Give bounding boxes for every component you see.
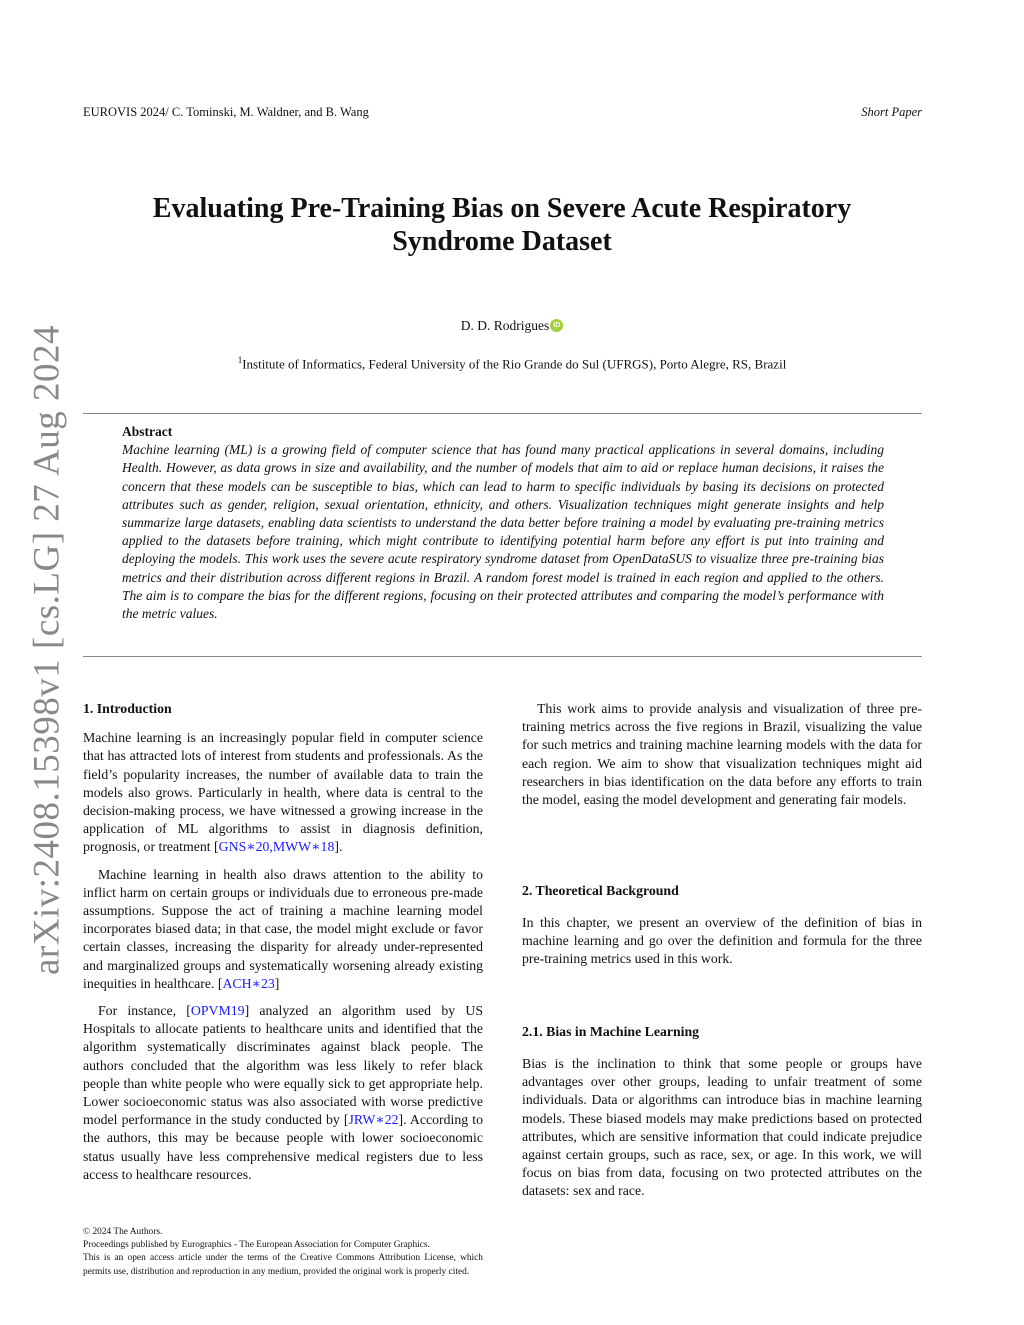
section-2-1-body [522, 1055, 922, 1210]
publisher-line: Proceedings published by Eurographics - The European Association for Computer Graphics. [83, 1240, 430, 1251]
intro-paragraph-3: For instance, [OPVM19] analyzed an algorithm used by US Hospitals to allocate patients to healthcare units and identified that the algorithm systematically discriminates against black people. The authors concluded that the algorithm was less likely to refer black people than white people who were equally sick to get appropriate help. Lower socioeconomic status was also associated with worse predictive model performance in the study conducted by [JRW∗22]. According to the authors, this may be because people with lower socioeconomic status usually have less comprehensive medical registers due to less access to healthcare resources. [83, 1003, 483, 1182]
intro-paragraph-1: Machine learning is an increasingly popular field in computer science that has attracted lots of interest from students and professionals. As the field’s popularity increases, the number of available data to train the models also grows. Particularly in health, where data is central to the decision-making process, we have witnessed a growing increase in the application of ML algorithms to assist in diagnosis definition, prognosis, or treatment [GNS∗20,MWW∗18]. [83, 730, 483, 855]
citation-link[interactable]: OPVM19 [190, 1003, 245, 1019]
arxiv-identifier: arXiv:2408.15398v1 [cs.LG] 27 Aug 2024 [26, 325, 68, 975]
bias-paragraph: Bias is the inclination to think that some people or groups have advantages over other groups, leading to unfair treatment of some individuals. Data or algorithms can introduce bias in machine learning models. These biased models may make predictions based on protected attributes, which are sensitive information that could indicate prejudice against certain groups, such as race, sex, or age. In this work, we will focus on bias from data, focusing on two protected attributes on the datasets: sex and race. [522, 1056, 922, 1199]
license-text: This is an open access article under the terms of the Creative Commons Attribution License, which permits use, distribution and reproduction in any medium, provided the original work is properly cited. [83, 1253, 483, 1277]
right-column [522, 700, 922, 818]
copyright-line: © 2024 The Authors. [83, 1227, 163, 1237]
section-1-heading: 1. Introduction [83, 701, 172, 716]
abstract-text: Machine learning (ML) is a growing field of computer science that has found many practical applications in several domains, including Health. However, as data grows in size and availability, and the number of models that aim to aid or replace human decisions, it raises the concern that these models can be susceptible to bias, which can lead to harm to specific individuals by basing its decisions on protected attributes such as gender, religion, sexual orientation, ethnicity, and others. Visualization techniques might generate insights and help summarize large datasets, enabling data scientists to understand the data better before training a model by evaluating pre-training metrics applied to the datasets before training, which might contribute to identifying potential harm before any effort is put into training and deploying the models. This work uses the severe acute respiratory syndrome dataset from OpenDataSUS to visualize three pre-training bias metrics and their distribution across different regions in Brazil. A random forest model is trained in each region and applied to the others. The aim is to compare the bias for the different regions, focusing on their protected attributes and comparing the model’s performance with the metric values. [122, 442, 884, 622]
citation-link[interactable]: ACH∗23 [222, 975, 275, 991]
affiliation-text: Institute of Informatics, Federal University of the Rio Grande do Sul (UFRGS), Porto Alegre, RS, Brazil [242, 356, 787, 372]
intro-paragraph-4: This work aims to provide analysis and visualization of three pre-training metrics across the five regions in Brazil, visualizing the value for such metrics and training machine learning models with the data for each region. We aim to show that visualization techniques might aid researchers in bias identification on the data before any efforts to train the model, easing the model development and generating fair models. [522, 701, 922, 808]
copyright-footer [83, 1226, 483, 1279]
background-paragraph: In this chapter, we present an overview of the definition of bias in machine learning and go over the definition and formula for the three pre-training metrics used in this work. [522, 915, 922, 967]
section-2-1-heading: 2.1. Bias in Machine Learning [522, 1024, 700, 1039]
abstract-bottom-rule [83, 656, 922, 657]
abstract-top-rule [83, 413, 922, 414]
citation-link[interactable]: GNS∗20,MWW∗18 [218, 839, 335, 855]
author-name: D. D. Rodrigues [460, 318, 550, 333]
abstract-block [122, 423, 884, 623]
title-line-2: Syndrome Dataset [392, 226, 612, 257]
author-line [0, 318, 1024, 334]
running-header-type: Short Paper [861, 105, 922, 119]
affiliation [0, 355, 1024, 372]
orcid-icon[interactable]: iD [550, 319, 563, 332]
abstract-heading: Abstract [122, 424, 173, 439]
arxiv-sidebar [18, 325, 76, 975]
section-2-body [522, 914, 922, 978]
intro-paragraph-2: Machine learning in health also draws attention to the ability to inflict harm on certain groups or individuals due to erroneous pre-made assumptions. Suppose the act of training a machine learning model incorporates biased data; in that case, the model might exclude or favor certain classes, increasing the disparity for already under-represented and marginalized groups and systematically worsening already existing inequities in healthcare. [ACH∗23] [83, 866, 483, 991]
citation-link[interactable]: JRW∗22 [348, 1112, 399, 1128]
running-header-venue: EUROVIS 2024/ C. Tominski, M. Waldner, and B. Wang [83, 105, 369, 119]
left-column [83, 700, 483, 1193]
paper-title [100, 192, 904, 258]
affiliation-marker: 1 [237, 355, 243, 365]
title-line-1: Evaluating Pre-Training Bias on Severe Acute Respiratory [152, 193, 852, 224]
section-2-heading: 2. Theoretical Background [522, 883, 679, 898]
